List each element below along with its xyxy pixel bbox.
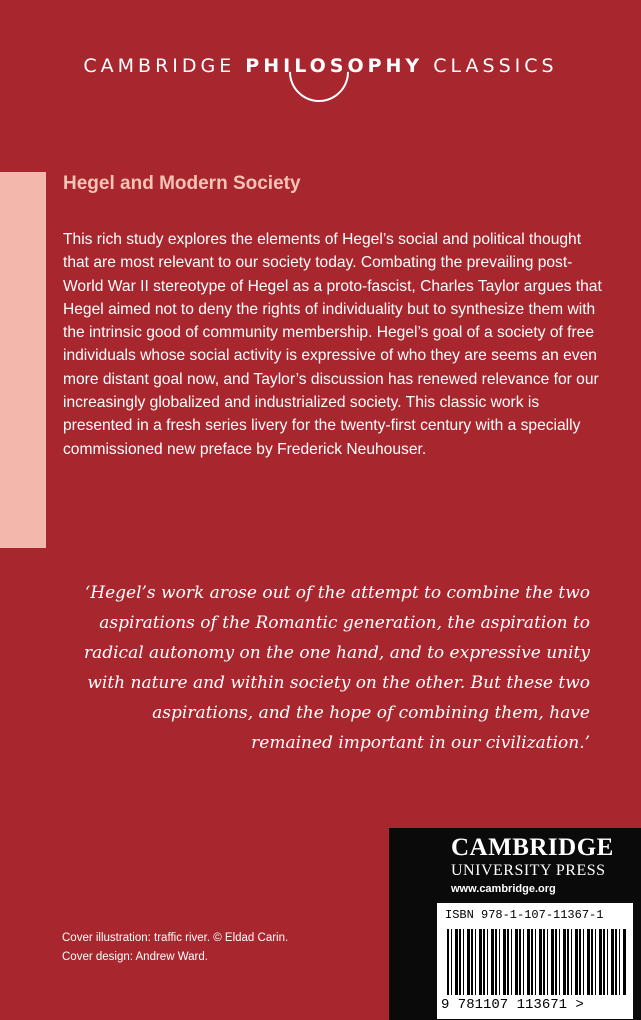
- series-word-1: CAMBRIDGE: [83, 55, 236, 77]
- isbn-barcode: [437, 903, 633, 1019]
- book-title: Hegel and Modern Society: [63, 173, 301, 194]
- publisher-url: www.cambridge.org: [451, 883, 556, 895]
- accent-bar: [0, 172, 46, 548]
- series-word-2: PHILOSOPHY: [245, 55, 424, 77]
- publisher-name: CAMBRIDGE: [451, 834, 614, 861]
- book-blurb: This rich study explores the elements of Hegel’s social and political thought that are most relevant to our society today. Combating the prevailing post-World War II stereotype of Hegel as a proto-fascist, Charles Taylor argues that Hegel aimed not to deny the rights of individuality but to synthesize them with the intrinsic good of community membership. Hegel’s goal of a society of free individuals whose social activity is expressive of who they are seems an even more distant goal now, and Taylor’s discussion has renewed relevance for our increasingly globalized and industrialized society. This classic work is presented in a fresh series livery for the twenty-first century with a specially commissioned new preface by Frederick Neuhouser.: [63, 231, 602, 458]
- design-credit: Cover design: Andrew Ward.: [62, 951, 208, 963]
- publisher-subtitle: UNIVERSITY PRESS: [451, 862, 606, 879]
- illustration-credit: Cover illustration: traffic river. © Eldad Carin.: [62, 932, 289, 944]
- pull-quote: ‘Hegel’s work arose out of the attempt to combine the two aspirations of the Romantic generation, the aspiration to radical autonomy on the one hand, and to expressive unity with nature and within society on the other. But these two aspirations, and the hope of combining them, have remained important in our civilization.’: [83, 583, 590, 753]
- isbn-label: ISBN 978-1-107-11367-1: [445, 908, 604, 922]
- series-word-3: CLASSICS: [433, 55, 558, 77]
- barcode-bars: [447, 929, 627, 995]
- cover-credits: [62, 929, 288, 967]
- series-ring-ornament: [277, 30, 362, 115]
- ean-digits: 9 781107 113671 >: [441, 997, 584, 1013]
- publisher-block: [389, 828, 641, 1020]
